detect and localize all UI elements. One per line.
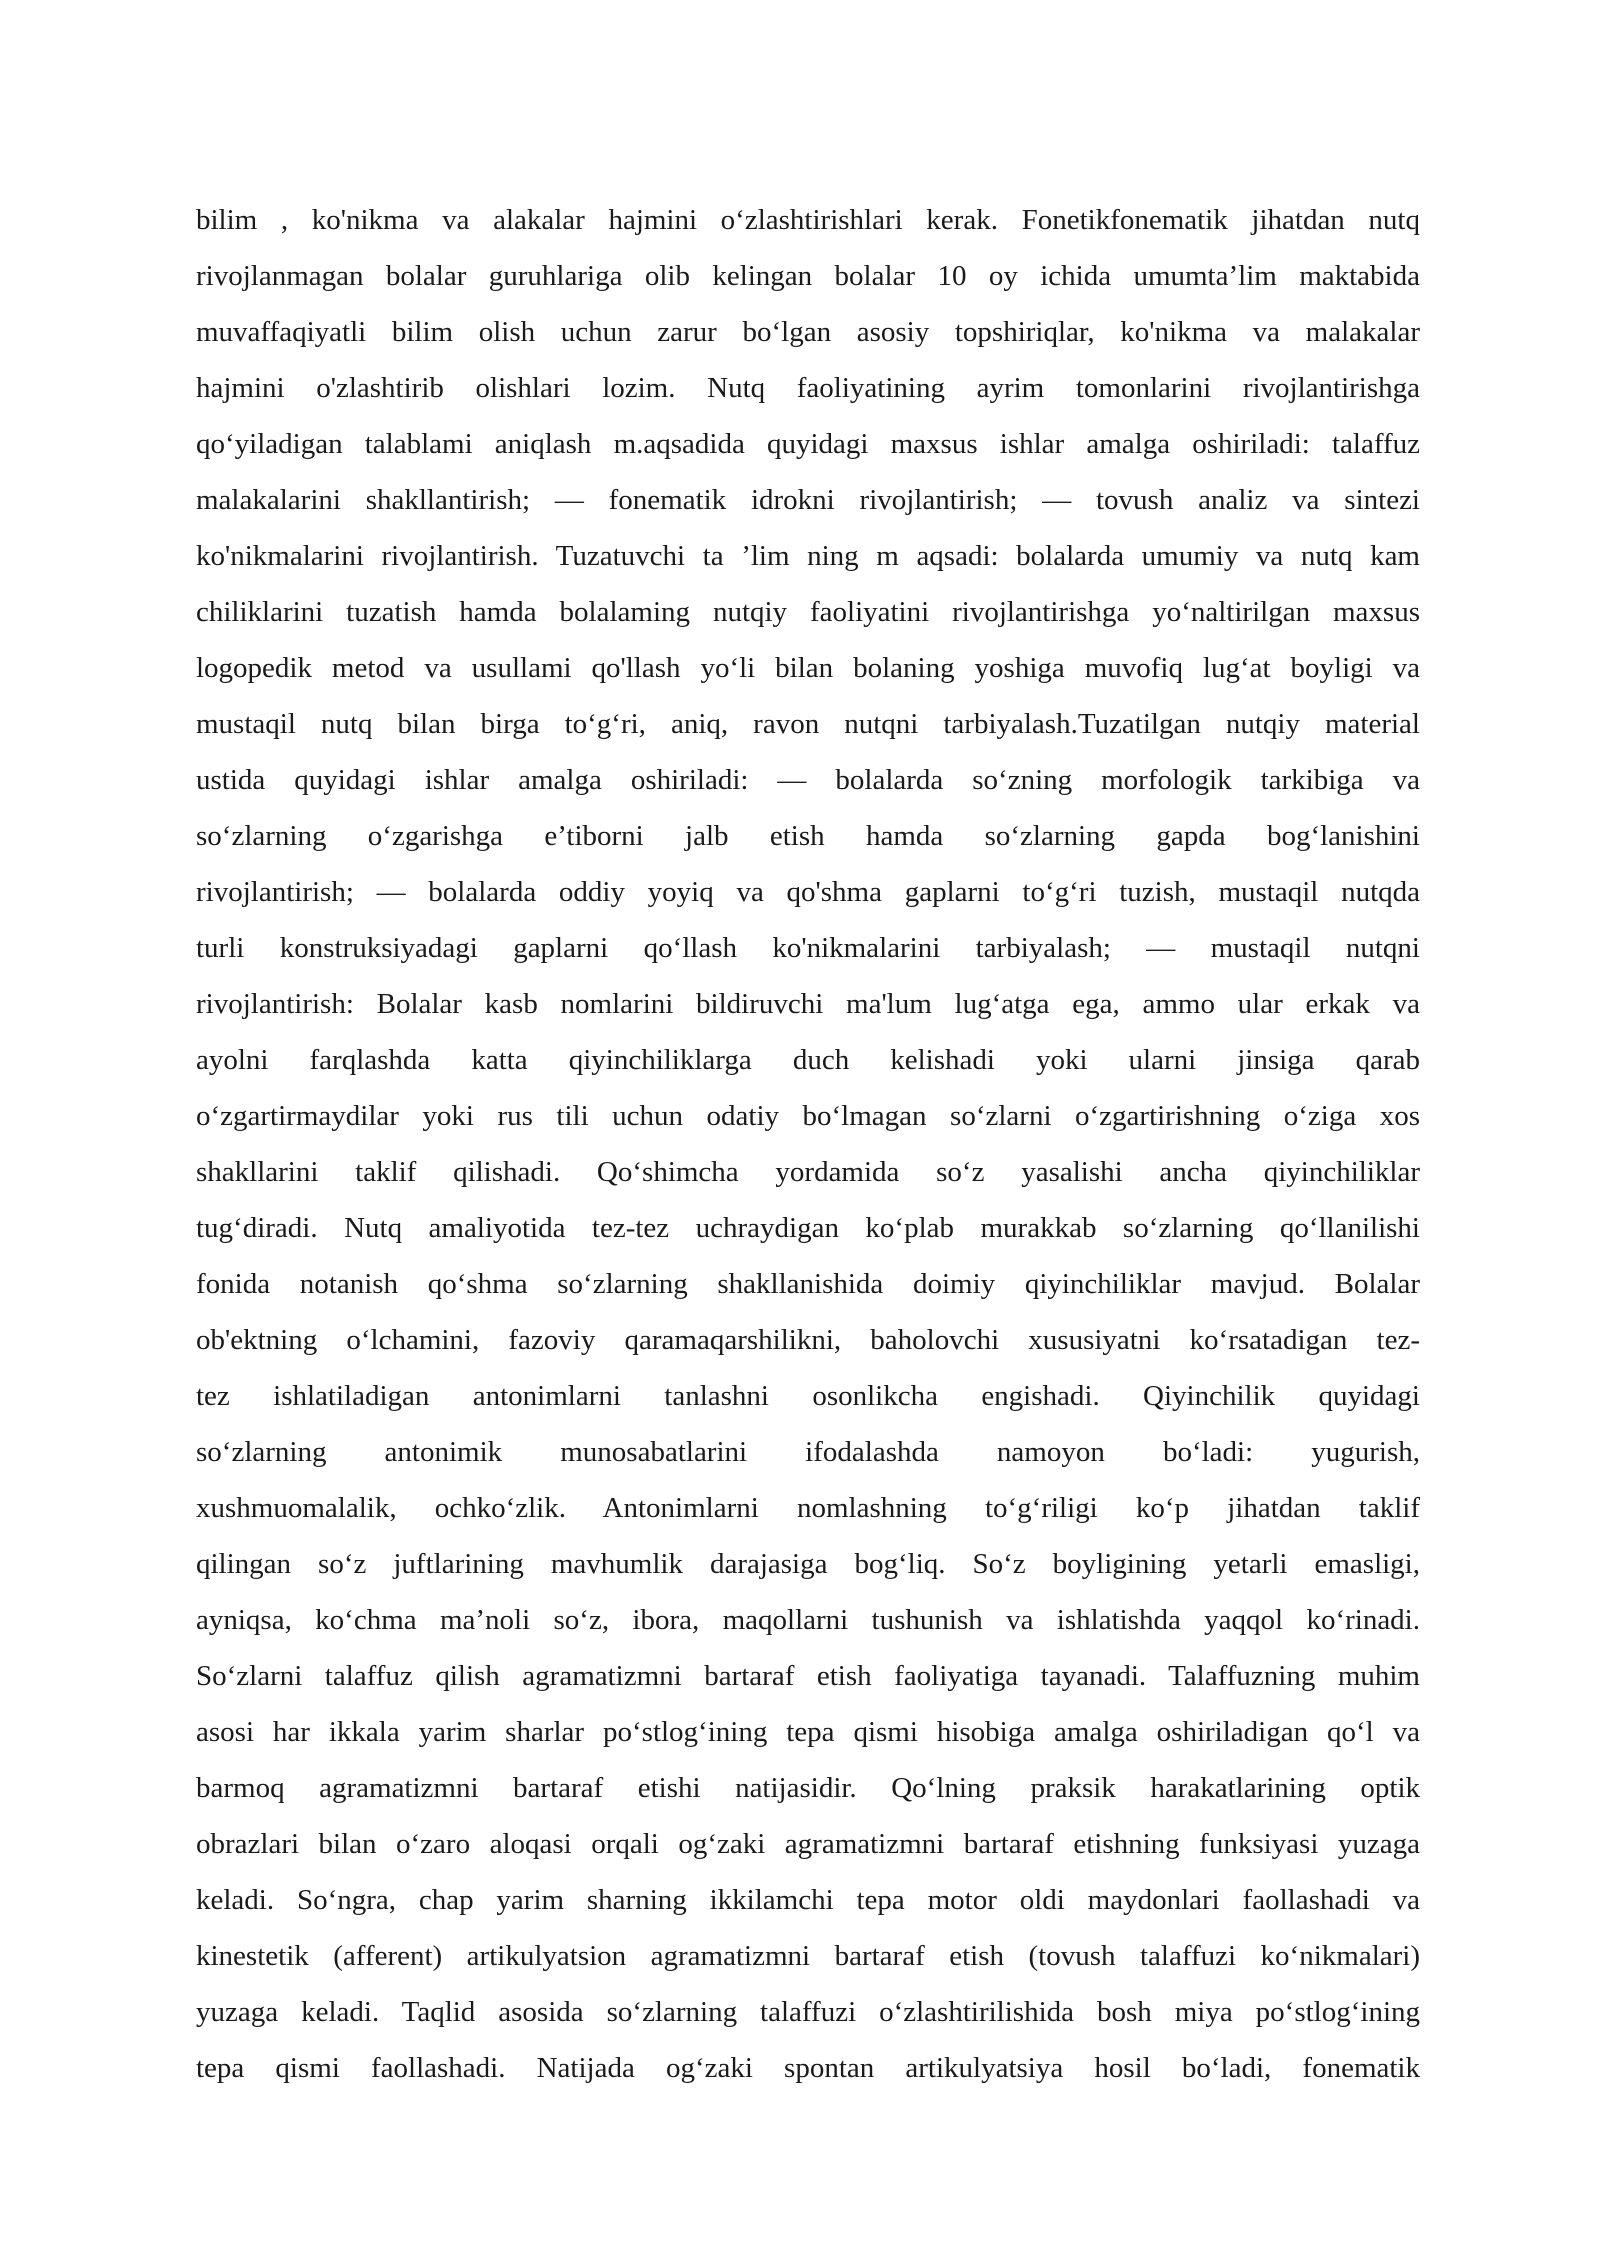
text-line: shakllarini taklif qilishadi. Qo‘shimcha yordamida so‘z yasalishi ancha qiyinchiliklar — [196, 1156, 1420, 1188]
text-line: fonida notanish qo‘shma so‘zlarning shakllanishida doimiy qiyinchiliklar mavjud. Bolalar — [196, 1268, 1420, 1300]
text-line: ob'ektning o‘lchamini, fazoviy qaramaqarshilikni, baholovchi xususiyatni ko‘rsatadigan tez- — [196, 1324, 1420, 1356]
text-line: hajmini o'zlashtirib olishlari lozim. Nutq faoliyatining ayrim tomonlarini rivojlantirishga — [196, 372, 1420, 404]
text-line: obrazlari bilan o‘zaro aloqasi orqali og‘zaki agramatizmni bartaraf etishning funksiyasi yuzaga — [196, 1828, 1420, 1860]
text-line: ko'nikmalarini rivojlantirish. Tuzatuvchi ta ’lim ning m aqsadi: bolalarda umumiy va nutq kam — [196, 540, 1420, 572]
text-line: so‘zlarning antonimik munosabatlarini ifodalashda namoyon bo‘ladi: yugurish, — [196, 1436, 1420, 1468]
text-line: tez ishlatiladigan antonimlarni tanlashni osonlikcha engishadi. Qiyinchilik quyidagi — [196, 1380, 1420, 1412]
text-line: asosi har ikkala yarim sharlar po‘stlog‘ining tepa qismi hisobiga amalga oshiriladigan qo‘l va — [196, 1716, 1420, 1748]
text-line: qilingan so‘z juftlarining mavhumlik darajasiga bog‘liq. So‘z boyligining yetarli emasligi, — [196, 1548, 1420, 1580]
text-line: tug‘diradi. Nutq amaliyotida tez-tez uchraydigan ko‘plab murakkab so‘zlarning qo‘llanilishi — [196, 1212, 1420, 1244]
text-line: rivojlanmagan bolalar guruhlariga olib kelingan bolalar 10 oy ichida umumta’lim maktabida — [196, 260, 1420, 292]
text-line: turli konstruksiyadagi gaplarni qo‘llash ko'nikmalarini tarbiyalash; — mustaqil nutqni — [196, 932, 1420, 964]
text-line: barmoq agramatizmni bartaraf etishi natijasidir. Qo‘lning praksik harakatlarining optik — [196, 1772, 1420, 1804]
text-line: yuzaga keladi. Taqlid asosida so‘zlarning talaffuzi o‘zlashtirilishida bosh miya po‘stlog‘ining — [196, 1996, 1420, 2028]
text-line: rivojlantirish; — bolalarda oddiy yoyiq va qo'shma gaplarni to‘g‘ri tuzish, mustaqil nutqda — [196, 876, 1420, 908]
text-line: qo‘yiladigan talablami aniqlash m.aqsadida quyidagi maxsus ishlar amalga oshiriladi: talaffuz — [196, 428, 1420, 460]
text-line: malakalarini shakllantirish; — fonematik idrokni rivojlantirish; — tovush analiz va sintezi — [196, 484, 1420, 516]
text-line: kinestetik (afferent) artikulyatsion agramatizmni bartaraf etish (tovush talaffuzi ko‘nikmalari) — [196, 1940, 1420, 1972]
text-line: ayniqsa, ko‘chma ma’noli so‘z, ibora, maqollarni tushunish va ishlatishda yaqqol ko‘rinadi. — [196, 1604, 1420, 1636]
text-line: keladi. So‘ngra, chap yarim sharning ikkilamchi tepa motor oldi maydonlari faollashadi va — [196, 1884, 1420, 1916]
text-line: bilim , ko'nikma va alakalar hajmini o‘zlashtirishlari kerak. Fonetikfonematik jihatdan nutq — [196, 204, 1420, 236]
text-line: xushmuomalalik, ochko‘zlik. Antonimlarni nomlashning to‘g‘riligi ko‘p jihatdan taklif — [196, 1492, 1420, 1524]
text-line: ustida quyidagi ishlar amalga oshiriladi: — bolalarda so‘zning morfologik tarkibiga va — [196, 764, 1420, 796]
text-line: chiliklarini tuzatish hamda bolalaming nutqiy faoliyatini rivojlantirishga yo‘naltirilgan maxsus — [196, 596, 1420, 628]
text-line: logopedik metod va usullami qo'llash yo‘li bilan bolaning yoshiga muvofiq lug‘at boyligi va — [196, 652, 1420, 684]
text-line: tepa qismi faollashadi. Natijada og‘zaki spontan artikulyatsiya hosil bo‘ladi, fonematik — [196, 2052, 1420, 2084]
text-line: so‘zlarning o‘zgarishga e’tiborni jalb etish hamda so‘zlarning gapda bog‘lanishini — [196, 820, 1420, 852]
body-text — [196, 192, 1420, 2096]
text-line: mustaqil nutq bilan birga to‘g‘ri, aniq, ravon nutqni tarbiyalash.Tuzatilgan nutqiy material — [196, 708, 1420, 740]
text-line: muvaffaqiyatli bilim olish uchun zarur bo‘lgan asosiy topshiriqlar, ko'nikma va malakalar — [196, 316, 1420, 348]
text-line: o‘zgartirmaydilar yoki rus tili uchun odatiy bo‘lmagan so‘zlarni o‘zgartirishning o‘ziga xos — [196, 1100, 1420, 1132]
text-line: rivojlantirish: Bolalar kasb nomlarini bildiruvchi ma'lum lug‘atga ega, ammo ular erkak va — [196, 988, 1420, 1020]
text-line: ayolni farqlashda katta qiyinchiliklarga duch kelishadi yoki ularni jinsiga qarab — [196, 1044, 1420, 1076]
text-line: So‘zlarni talaffuz qilish agramatizmni bartaraf etish faoliyatiga tayanadi. Talaffuzning muhim — [196, 1660, 1420, 1692]
